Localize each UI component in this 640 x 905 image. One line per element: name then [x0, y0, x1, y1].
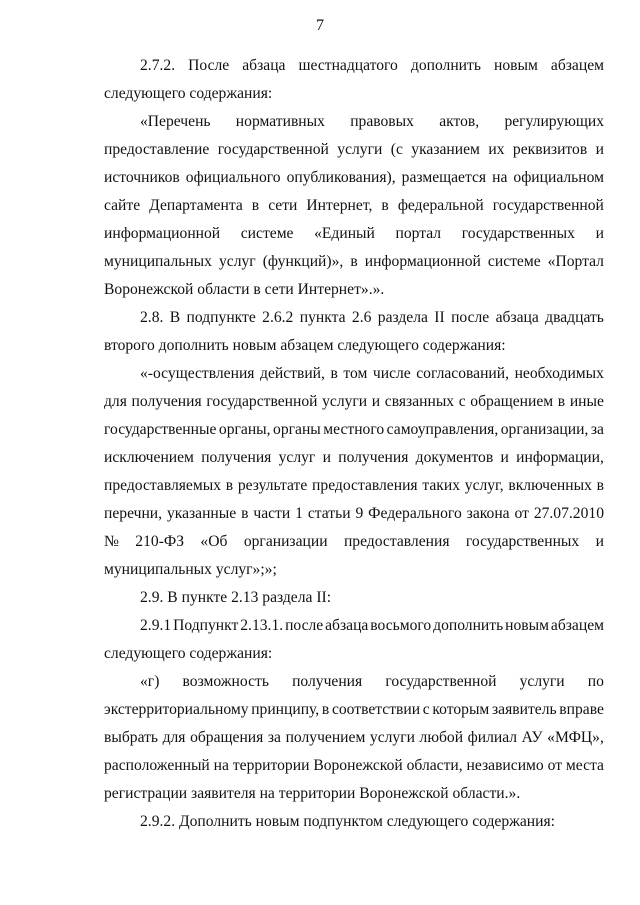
text-line: второго дополнить новым абзацем следующего содержания:: [104, 337, 506, 354]
word: 2.13.1.: [240, 617, 284, 634]
word: 2.7.2.: [140, 57, 176, 74]
word: соответствии: [331, 701, 421, 718]
word: на: [213, 757, 229, 774]
word: раздела: [377, 309, 428, 326]
word: и: [595, 533, 604, 550]
word: системе: [240, 225, 294, 242]
word: иные: [569, 393, 604, 410]
word: размещается: [401, 169, 487, 186]
text-line: следующего содержания:: [104, 645, 273, 662]
word: услуг,: [464, 477, 504, 494]
text-line: [140, 308, 604, 328]
word: части: [253, 505, 291, 522]
word: актов,: [439, 113, 480, 130]
word: системе: [487, 253, 541, 270]
word: и: [595, 141, 604, 158]
text-line: [104, 168, 604, 188]
word: услуги: [337, 141, 383, 158]
word: правовых: [350, 113, 414, 130]
word: необходимых: [514, 365, 604, 382]
word: по: [587, 673, 604, 690]
text-line: [104, 504, 604, 524]
word: в: [225, 477, 234, 494]
word: филиал: [467, 729, 518, 746]
word: таких: [422, 477, 461, 494]
word: за: [267, 729, 281, 746]
word: реквизитов: [512, 141, 588, 158]
word: согласований,: [416, 365, 510, 382]
word: 1: [295, 505, 303, 522]
text-line: регистрации заявителя на территории Воронежской области.».: [104, 785, 521, 802]
word: абзацем: [550, 617, 604, 634]
word: местного: [323, 421, 385, 438]
word: «Перечень: [140, 113, 211, 130]
word: федеральной: [397, 197, 484, 214]
word: экстерриториальному: [104, 701, 249, 718]
word: официального: [185, 169, 281, 186]
word: 2.9.1: [140, 617, 172, 634]
text-line: Воронежской области в сети Интернет».».: [104, 281, 385, 298]
word: статьи: [307, 505, 351, 522]
word: их: [488, 141, 505, 158]
word: государственной: [385, 673, 497, 690]
word: (функций)»,: [262, 253, 344, 270]
word: «г): [140, 673, 160, 690]
word: 2.6: [351, 309, 372, 326]
word: документов: [415, 449, 494, 466]
word: от: [547, 757, 563, 774]
word: государственной: [206, 393, 318, 410]
word: Воронежской: [313, 757, 403, 774]
text-line: [104, 392, 604, 412]
word: услуги: [519, 673, 565, 690]
text-line: [140, 672, 604, 692]
word: обращением: [470, 393, 554, 410]
text-line: [104, 448, 604, 468]
word: предоставления: [343, 533, 450, 550]
word: закона: [466, 505, 510, 522]
word: «Портал: [547, 253, 604, 270]
word: которым: [432, 701, 490, 718]
word: и: [371, 393, 381, 410]
word: и: [595, 225, 604, 242]
word: АУ: [521, 729, 543, 746]
word: предоставление: [104, 141, 210, 158]
text-line: [104, 224, 604, 244]
word: организации,: [500, 421, 589, 438]
word: новым: [494, 57, 538, 74]
word: получения: [131, 393, 202, 410]
text-line: [104, 532, 604, 552]
word: с: [422, 701, 430, 718]
word: возможность: [182, 673, 269, 690]
word: опубликования),: [286, 169, 396, 186]
word: расположенный: [104, 757, 210, 774]
word: услуг: [278, 449, 316, 466]
text-line: [104, 140, 604, 160]
word: «-осуществления: [140, 365, 255, 382]
word: любой: [419, 729, 464, 746]
word: в: [251, 197, 260, 214]
word: в: [596, 477, 604, 494]
word: в: [241, 505, 249, 522]
word: государственных: [465, 533, 580, 550]
word: органы: [273, 421, 321, 438]
word: подпункте: [186, 309, 256, 326]
word: для: [104, 393, 127, 410]
word: числе: [372, 365, 411, 382]
text-line: [140, 56, 604, 76]
word: (с: [390, 141, 403, 158]
word: перечни,: [104, 505, 163, 522]
word: шестнадцатого: [298, 57, 398, 74]
text-line: муниципальных услуг»;»;: [104, 561, 277, 578]
text-line: [140, 364, 604, 384]
word: том: [343, 365, 368, 382]
word: указанием: [411, 141, 480, 158]
word: заявитель: [492, 701, 557, 718]
word: пункта: [299, 309, 346, 326]
word: государственной: [217, 141, 329, 158]
word: восьмого: [370, 617, 432, 634]
word: 2.6.2: [262, 309, 294, 326]
word: получения: [292, 673, 363, 690]
word: предоставляемых: [104, 477, 221, 494]
word: абзаца: [325, 617, 369, 634]
word: сети: [268, 197, 298, 214]
word: выбрать: [104, 729, 159, 746]
word: и: [500, 449, 509, 466]
word: II: [434, 309, 445, 326]
word: для: [162, 729, 186, 746]
text-line: [140, 616, 604, 636]
word: после: [285, 617, 324, 634]
word: места: [565, 757, 604, 774]
word: услуг: [219, 253, 256, 270]
word: территории: [232, 757, 310, 774]
word: официальном: [513, 169, 604, 186]
word: новым: [505, 617, 549, 634]
word: источников: [104, 169, 180, 186]
word: 210-ФЗ: [135, 533, 185, 550]
word: услуги: [322, 393, 368, 410]
word: «Об: [200, 533, 228, 550]
word: указанные: [166, 505, 237, 522]
word: за: [590, 421, 604, 438]
word: вправе: [559, 701, 604, 718]
word: регулирующих: [504, 113, 604, 130]
word: принципу,: [251, 701, 320, 718]
text-line: следующего содержания:: [104, 85, 273, 102]
word: муниципальных: [104, 253, 212, 270]
word: нормативных: [235, 113, 325, 130]
word: двадцать: [545, 309, 604, 326]
word: обращения: [190, 729, 264, 746]
word: включенных: [508, 477, 592, 494]
word: организации: [243, 533, 328, 550]
word: 9: [355, 505, 364, 522]
word: после: [451, 309, 490, 326]
word: Департамента: [149, 197, 243, 214]
word: Подпункт: [173, 617, 239, 634]
word: информационной: [104, 225, 221, 242]
word: абзаца: [495, 309, 539, 326]
word: в: [557, 393, 566, 410]
text-line: 2.9.2. Дополнить новым подпунктом следующего содержания:: [140, 813, 555, 830]
word: предоставления: [312, 477, 418, 494]
word: сайте: [104, 197, 141, 214]
word: 2.8.: [140, 309, 164, 326]
word: независимо: [466, 757, 544, 774]
word: Федерального: [368, 505, 462, 522]
word: 27.07.2010: [533, 505, 604, 522]
word: органы,: [218, 421, 271, 438]
word: государственные: [104, 421, 217, 438]
word: получения: [338, 449, 409, 466]
word: абзацем: [550, 57, 604, 74]
text-line: [104, 196, 604, 216]
word: информации,: [516, 449, 604, 466]
word: области,: [406, 757, 463, 774]
word: услуги: [369, 729, 415, 746]
word: портал: [395, 225, 442, 242]
word: от: [514, 505, 529, 522]
word: После: [188, 57, 230, 74]
word: государственной: [492, 197, 604, 214]
text-line: [104, 756, 604, 776]
word: на: [492, 169, 508, 186]
page-number: 7: [316, 17, 324, 34]
word: информационной: [364, 253, 481, 270]
word: действий,: [260, 365, 325, 382]
text-line: [140, 112, 604, 132]
word: самоуправления,: [386, 421, 499, 438]
text-line: [104, 420, 604, 440]
word: Интернет,: [306, 197, 373, 214]
word: В: [169, 309, 181, 326]
text-line: [104, 476, 604, 496]
word: абзаца: [242, 57, 286, 74]
word: с: [458, 393, 466, 410]
word: в: [330, 365, 338, 382]
word: №: [104, 533, 119, 550]
text-line: [104, 728, 604, 748]
word: получения: [201, 449, 272, 466]
word: и: [322, 449, 331, 466]
word: «Единый: [314, 225, 375, 242]
word: дополнить: [410, 57, 481, 74]
word: получением: [285, 729, 366, 746]
text-line: [104, 252, 604, 272]
word: результате: [237, 477, 308, 494]
word: связанных: [384, 393, 455, 410]
text-line: [104, 700, 604, 720]
text-line: 2.9. В пункте 2.13 раздела II:: [140, 589, 332, 606]
word: дополнить: [433, 617, 504, 634]
word: «МФЦ»,: [547, 729, 604, 746]
word: в: [350, 253, 358, 270]
word: в: [381, 197, 389, 214]
word: в: [321, 701, 330, 718]
word: государственных: [461, 225, 575, 242]
word: исключением: [104, 449, 194, 466]
